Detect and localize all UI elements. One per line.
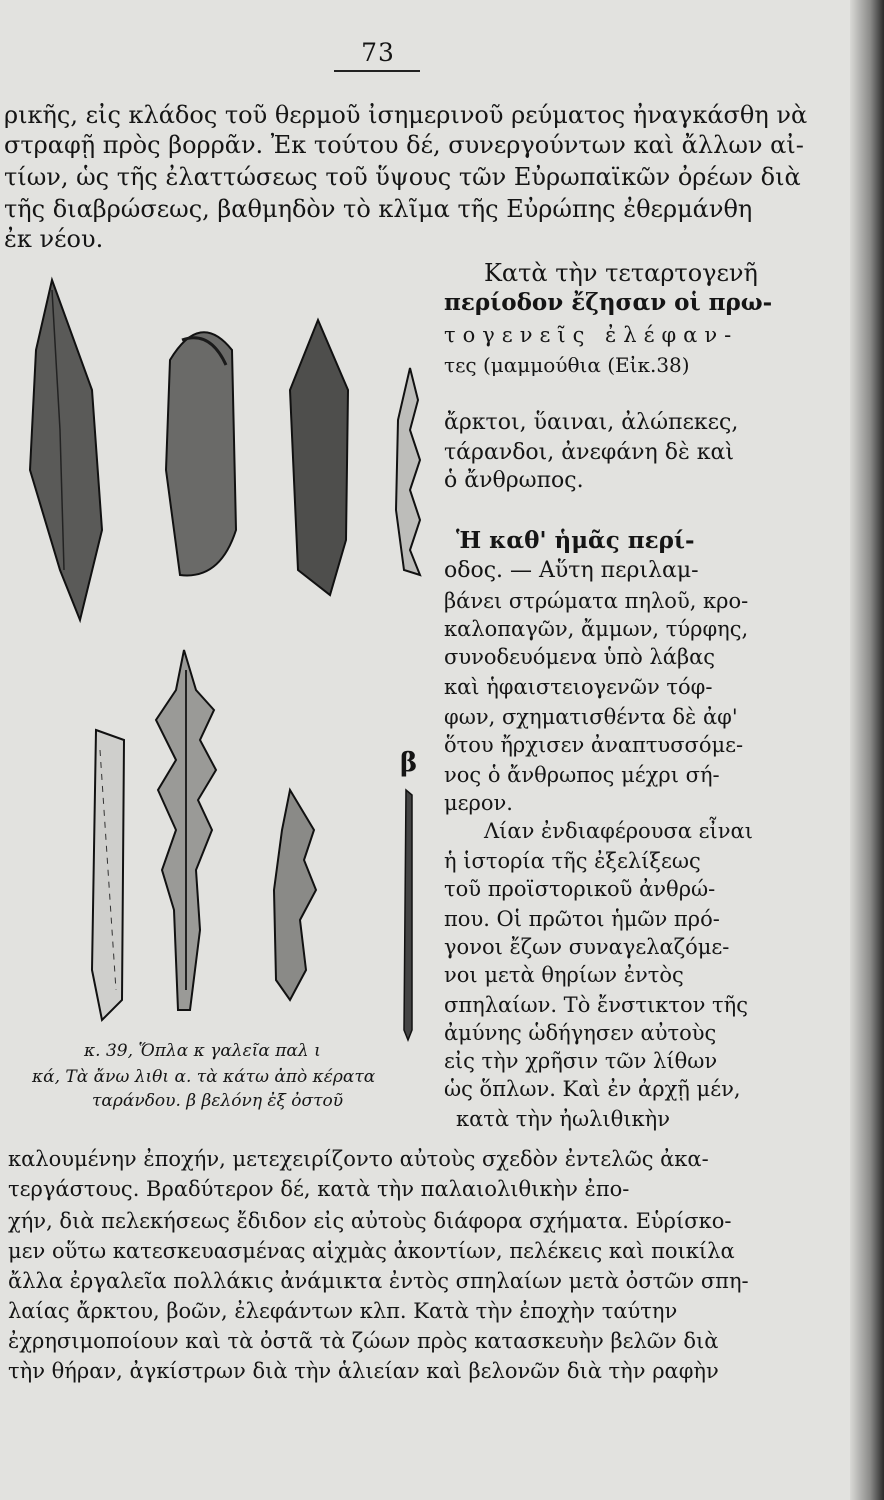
text-line: τίων, ὡς τῆς ἐλαττώσεως τοῦ ὕψους τῶν Εὐρωπαϊκῶν ὀρέων διὰ xyxy=(4,163,801,191)
text-line: περίοδον ἔζησαν οἱ πρω- xyxy=(444,289,773,316)
text-line: καλουμένην ἐποχήν, μετεχειρίζοντο αὐτοὺς σχεδὸν ἐντελῶς ἀκα- xyxy=(8,1147,709,1171)
text-line: καλοπαγῶν, ἄμμων, τύρφης, xyxy=(444,617,749,641)
text-line: ὁ ἄνθρωπος. xyxy=(444,468,584,493)
figure-letter: β xyxy=(400,748,418,778)
text-line: εἰς τὴν χρῆσιν τῶν λίθων xyxy=(444,1049,718,1073)
text-line: νος ὁ ἄνθρωπος μέχρι σή- xyxy=(444,763,720,787)
text-line: μεν οὕτω κατεσκευασμένας αἰχμὰς ἀκοντίων, πελέκεις καὶ ποικίλα xyxy=(8,1239,735,1263)
figure-caption-line: ταράνδου. β βελόνη ἐξ ὀστοῦ xyxy=(92,1091,344,1111)
text-line: κατὰ τὴν ἠωλιθικὴν xyxy=(456,1107,671,1131)
text-line: γονοι ἔζων συναγελαζόμε- xyxy=(444,935,730,959)
text-line: ἄρκτοι, ὕαιναι, ἀλώπεκες, xyxy=(444,410,739,435)
text-line: μερον. xyxy=(444,791,513,815)
text-line: βάνει στρώματα πηλοῦ, κρο- xyxy=(444,589,749,613)
text-line: ἄλλα ἐργαλεῖα πολλάκις ἀνάμικτα ἐντὸς σπηλαίων μετὰ ὀστῶν σπη- xyxy=(8,1269,749,1293)
text-line: που. Οἱ πρῶτοι ἡμῶν πρό- xyxy=(444,907,720,931)
text-line: τες (μαμμούθια (Εἰκ.38) xyxy=(444,353,690,377)
text-line: σπηλαίων. Τὸ ἔνστικτον τῆς xyxy=(444,993,749,1017)
text-line: ρικῆς, εἰς κλάδος τοῦ θερμοῦ ἰσημερινοῦ ρεύματος ἠναγκάσθη νὰ xyxy=(4,101,808,129)
text-line: ἐκ νέου. xyxy=(4,225,104,253)
blade-flint xyxy=(290,320,348,595)
text-line: λαίας ἄρκτου, βοῶν, ἐλεφάντων κλπ. Κατὰ τὴν ἐποχὴν ταύτην xyxy=(8,1299,678,1323)
text-line: τογενεῖς ἐλέφαν- xyxy=(444,323,739,347)
figure-caption-line: κ. 39, Ὅπλα κ γαλεῖα παλ ι xyxy=(84,1041,321,1061)
text-line: οδος. — Αὕτη περιλαμ- xyxy=(444,558,699,583)
bone-needle xyxy=(404,790,412,1040)
rounded-scraper-flint xyxy=(166,332,236,575)
text-line: νοι μετὰ θηρίων ἐντὸς xyxy=(444,963,684,987)
page-number-rule xyxy=(334,70,420,72)
page-number: 73 xyxy=(361,38,395,67)
text-line: ὡς ὅπλων. Καὶ ἐν ἀρχῇ μέν, xyxy=(444,1077,741,1101)
text-line: ἐχρησιμοποίουν καὶ τὰ ὀστᾶ τὰ ζώων πρὸς κατασκευὴν βελῶν διὰ xyxy=(8,1329,719,1353)
text-line: ἡ ἱστορία τῆς ἐξελίξεως xyxy=(444,849,701,873)
text-line: τὴν θήραν, ἀγκίστρων διὰ τὴν ἁλιείαν καὶ βελονῶν διὰ τὴν ραφὴν xyxy=(8,1359,719,1383)
text-line: χήν, διὰ πελεκήσεως ἔδιδον εἰς αὐτοὺς διάφορα σχήματα. Εὑρίσκο- xyxy=(8,1209,732,1233)
text-line: συνοδευόμενα ὑπὸ λάβας xyxy=(444,645,716,669)
text-line: τάρανδοι, ἀνεφάνη δὲ καὶ xyxy=(444,440,735,465)
figure-caption-line: κά, Τὰ ἄνω λιθι α. τὰ κάτω ἀπὸ κέρατα xyxy=(32,1067,376,1087)
text-line: Κατὰ τὴν τεταρτογενῆ xyxy=(484,259,758,287)
text-line: τῆς διαβρώσεως, βαθμηδὸν τὸ κλῖμα τῆς Εὐρώπης ἐθερμάνθη xyxy=(4,195,753,223)
page-edge-shadow xyxy=(850,0,884,1500)
text-line: Λίαν ἐνδιαφέρουσα εἶναι xyxy=(484,819,753,843)
text-line: φων, σχηματισθέντα δὲ ἀφ' xyxy=(444,705,738,729)
prehistoric-tools-figure xyxy=(0,270,440,1050)
text-line: ὅτου ἤρχισεν ἀναπτυσσόμε- xyxy=(444,733,744,757)
section-heading: Ἡ καθ' ἡμᾶς περί- xyxy=(456,527,695,554)
text-line: καὶ ἡφαιστειογενῶν τόφ- xyxy=(444,675,713,699)
text-line: ἀμύνης ὡδήγησεν αὐτοὺς xyxy=(444,1021,717,1045)
text-line: τεργάστους. Βραδύτερον δέ, κατὰ τὴν παλαιολιθικὴν ἐπο- xyxy=(8,1177,630,1201)
text-line: στραφῇ πρὸς βορρᾶν. Ἐκ τούτου δέ, συνεργούντων καὶ ἄλλων αἰ- xyxy=(4,131,804,159)
serrated-blade xyxy=(396,368,420,575)
text-line: τοῦ προϊστορικοῦ ἀνθρώ- xyxy=(444,877,716,901)
spear-point-flint xyxy=(30,280,102,620)
small-harpoon xyxy=(274,790,316,1000)
